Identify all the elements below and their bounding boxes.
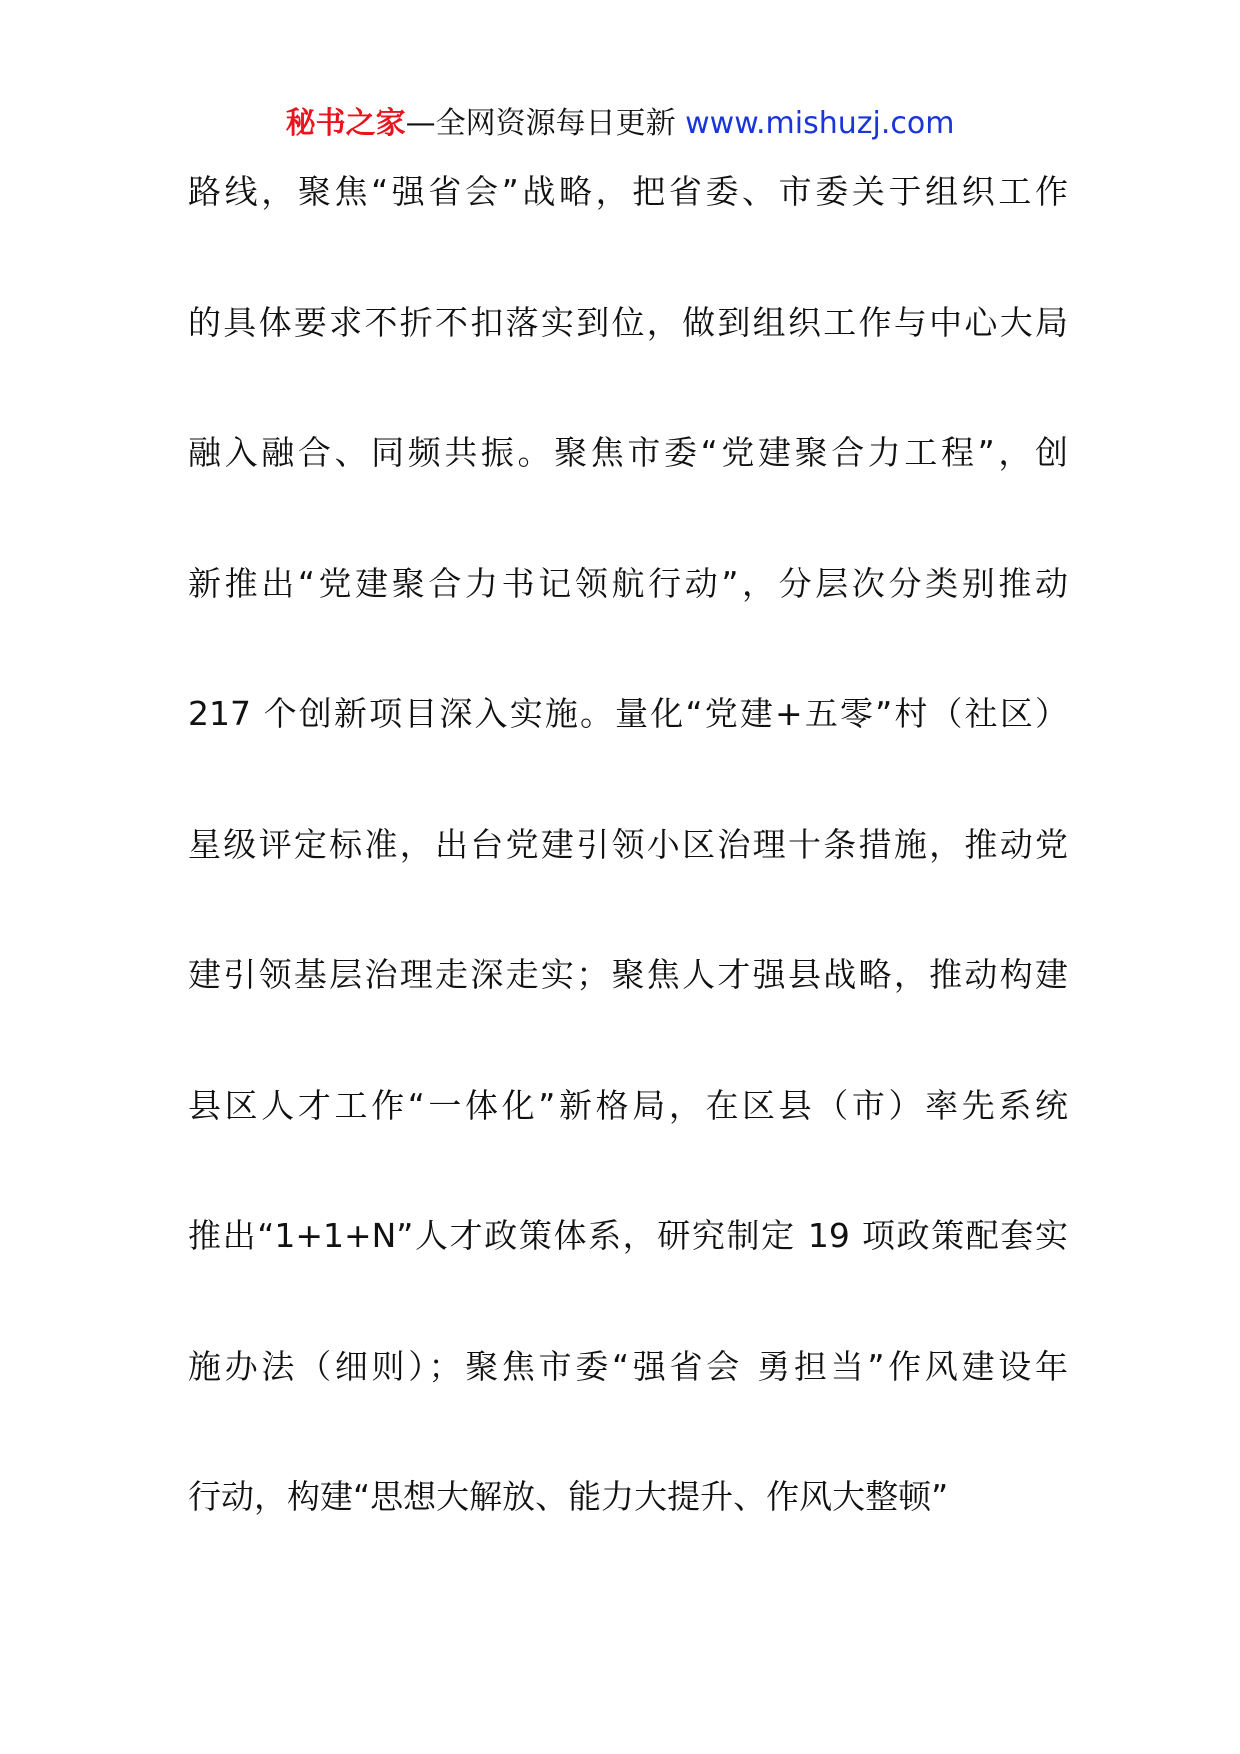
header-tagline: —全网资源每日更新 (405, 106, 686, 141)
body-line: 施办法（细则）；聚焦市委“强省会 勇担当”作风建设年 (188, 1346, 1068, 1386)
body-line: 217 个创新项目深入实施。量化“党建+五零”村（社区） (188, 694, 1068, 733)
body-line: 建引领基层治理走深走实；聚焦人才强县战略，推动构建 (188, 955, 1068, 994)
site-url-link[interactable]: www.mishuzj.com (685, 106, 955, 141)
body-line: 推出“1+1+N”人才政策体系，研究制定 19 项政策配套实 (188, 1216, 1068, 1255)
body-line: 县区人才工作“一体化”新格局，在区县（市）率先系统 (188, 1085, 1068, 1125)
body-line: 融入融合、同频共振。聚焦市委“党建聚合力工程”，创 (188, 433, 1068, 472)
document-body (188, 162, 1068, 1598)
brand-name: 秘书之家 (285, 106, 406, 141)
body-line: 星级评定标准，出台党建引领小区治理十条措施，推动党 (188, 824, 1068, 864)
site-header (0, 100, 1240, 148)
body-line: 路线，聚焦“强省会”战略，把省委、市委关于组织工作 (188, 172, 1068, 211)
body-line: 新推出“党建聚合力书记领航行动”，分层次分类别推动 (188, 563, 1068, 603)
body-line: 的具体要求不折不扣落实到位，做到组织工作与中心大局 (188, 302, 1068, 342)
body-line: 行动，构建“思想大解放、能力大提升、作风大整顿” (188, 1477, 949, 1516)
